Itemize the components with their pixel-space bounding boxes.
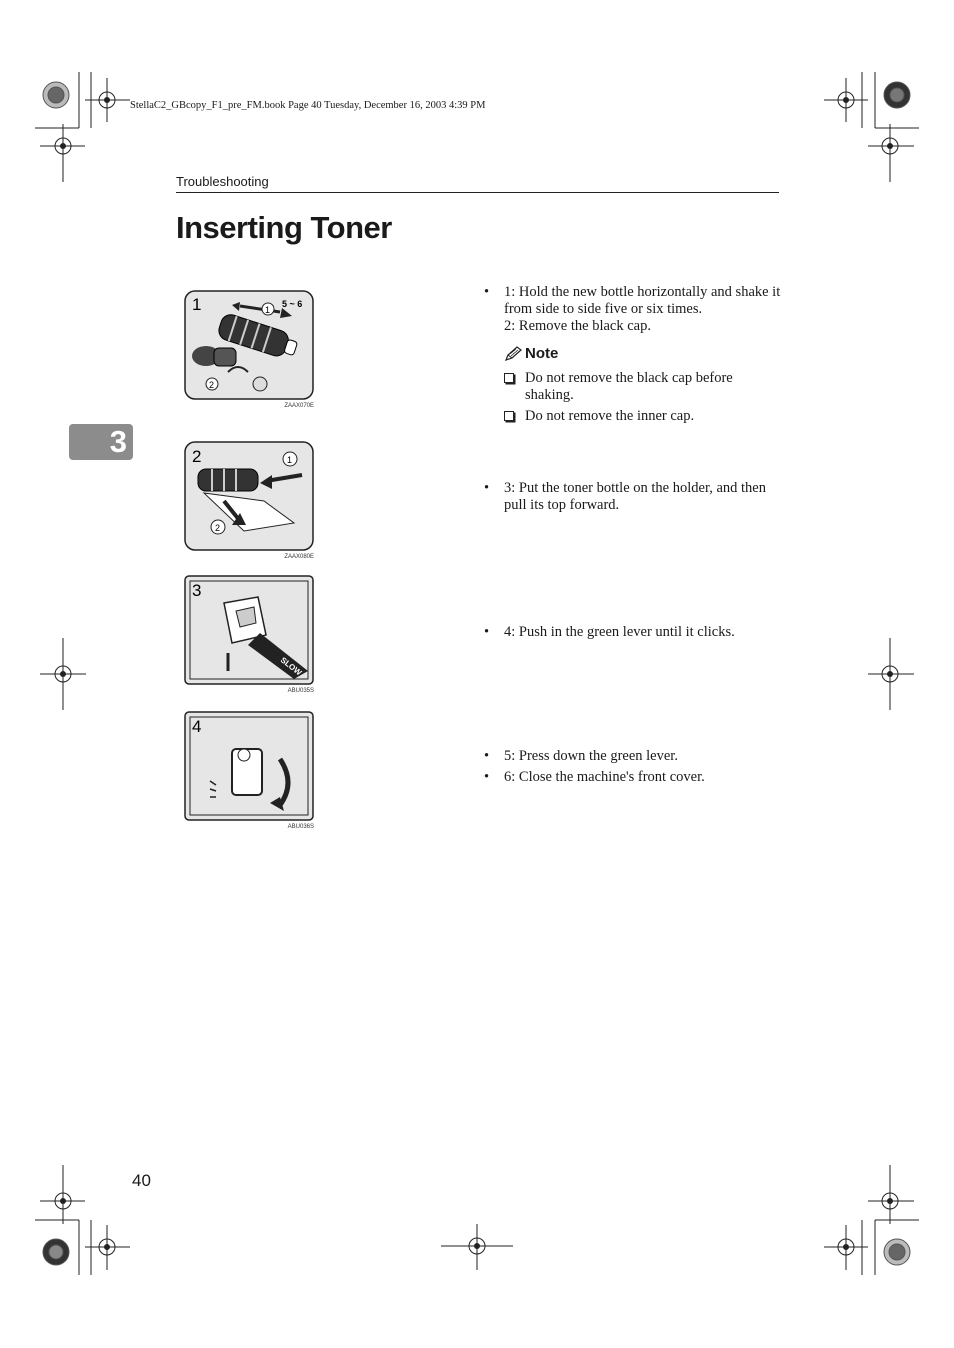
list-item: Do not remove the black cap before shaking. [504,370,784,404]
note-list [504,370,784,429]
chapter-tab [69,424,133,460]
page-title: Inserting Toner [176,210,392,245]
svg-text:4: 4 [192,717,202,736]
steps-group-4 [484,748,784,790]
checkbox-bullet-icon [504,373,514,383]
list-item: • 1: Hold the new bottle horizontally and shake it from side to side five or six times. 2: Remove the black cap. [484,284,784,335]
figure-step-2 [184,441,314,560]
list-item: • 4: Push in the green lever until it clicks. [484,624,784,641]
figure-step-number: 1 [192,295,202,314]
list-item: • 5: Press down the green lever. [484,748,784,765]
svg-text:1: 1 [265,305,271,315]
figure-step-1 [184,290,314,409]
svg-text:1: 1 [287,455,293,465]
section-label: Troubleshooting [176,174,269,189]
figure-code: ABU035S [287,688,314,694]
pencil-icon [504,346,522,362]
print-header: StellaC2_GBcopy_F1_pre_FM.book Page 40 Tuesday, December 16, 2003 4:39 PM [130,100,486,111]
figure-code: ZAAX070E [284,403,314,409]
steps-group-2 [484,480,784,518]
steps-group-3 [484,624,784,645]
list-item: Do not remove the inner cap. [504,408,784,425]
header-rule [176,192,779,193]
lever-press-illustration [184,711,314,821]
figure-code: ABU036S [287,824,314,830]
toner-holder-illustration [184,441,314,551]
list-item: • 3: Put the toner bottle on the holder, and then pull its top forward. [484,480,784,514]
figure-step-3 [184,575,314,694]
svg-text:2: 2 [192,447,202,466]
svg-text:2: 2 [215,523,221,533]
svg-text:2: 2 [209,380,215,390]
green-lever-push-illustration [184,575,314,685]
chapter-number: 3 [109,424,127,459]
note-heading: Note [504,345,558,362]
figure-step-4 [184,711,314,830]
list-item: • 6: Close the machine's front cover. [484,769,784,786]
checkbox-bullet-icon [504,411,514,421]
steps-group-1 [484,284,784,339]
figure-code: ZAAX080E [284,554,314,560]
page-number: 40 [132,1171,151,1190]
slow-label: SLOW [278,655,304,678]
svg-text:3: 3 [192,581,202,600]
toner-shake-illustration [184,290,314,400]
svg-text:5 ~ 6: 5 ~ 6 [282,299,303,309]
